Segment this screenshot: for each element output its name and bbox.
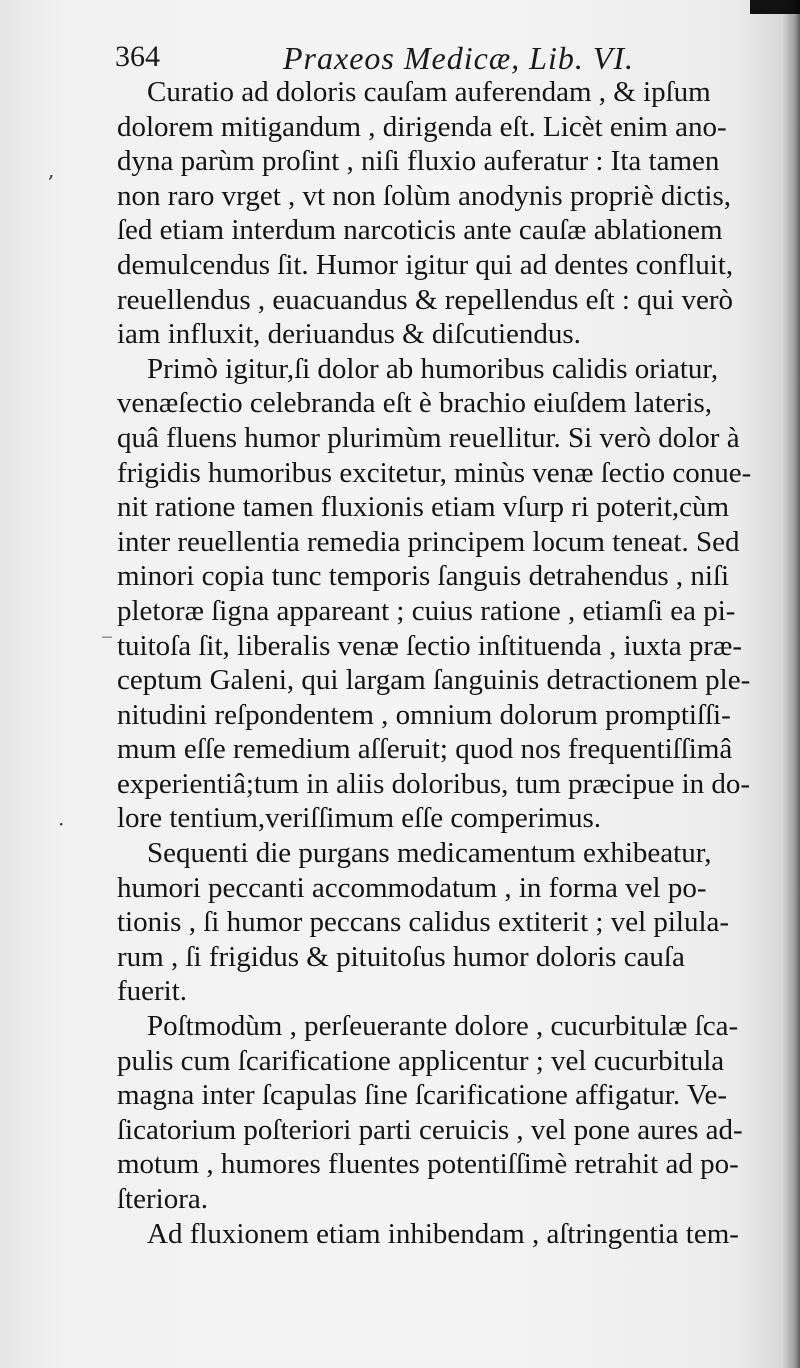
- text-line: Poſtmodùm , perſeuerante dolore , cucurbitulæ ſca-: [147, 1010, 739, 1043]
- text-line: ſteriora.: [117, 1183, 208, 1215]
- text-line: frigidis humoribus excitetur, minùs venæ ſectio conue-: [117, 456, 752, 489]
- text-line: ceptum Galeni, qui largam ſanguinis detractionem ple-: [117, 664, 751, 697]
- page-number: 364: [115, 40, 160, 73]
- text-line: nit ratione tamen fluxionis etiam vſurp ri poterit,cùm: [117, 491, 730, 524]
- text-line: pulis cum ſcarificatione applicentur ; vel cucurbitula: [117, 1044, 725, 1077]
- text-line: pletoræ ſigna appareant ; cuius ratione , etiamſi ea pi-: [117, 594, 736, 627]
- text-line: mum eſſe remedium aſſeruit; quod nos frequentiſſimâ: [117, 733, 733, 766]
- text-line: tionis , ſi humor peccans calidus extiterit ; vel pilula-: [117, 906, 730, 939]
- body-text: [117, 75, 793, 1251]
- text-line: magna inter ſcapulas ſine ſcarificatione affigatur. Ve-: [117, 1079, 728, 1112]
- text-line: dolorem mitigandum , dirigenda eſt. Licèt enim ano-: [117, 110, 727, 143]
- text-line: experientiâ;tum in aliis doloribus, tum præcipue in do-: [117, 767, 751, 800]
- text-line: ſicatorium poſteriori parti ceruicis , vel pone aures ad-: [117, 1113, 743, 1146]
- text-line: motum , humores fluentes potentiſſimè retrahit ad po-: [117, 1148, 739, 1181]
- text-line: fuerit.: [117, 975, 188, 1008]
- text-line: Curatio ad doloris cauſam auferendam , & ipſum: [147, 76, 711, 108]
- margin-mark: ·: [58, 812, 65, 836]
- text-line: humori peccanti accommodatum , in forma vel po-: [117, 871, 707, 904]
- text-line: minori copia tunc temporis ſanguis detrahendus , niſi: [117, 560, 730, 593]
- margin-mark: _: [102, 614, 112, 638]
- page-header: [115, 40, 715, 80]
- text-line: dyna parùm proſint , niſi fluxio auferatur : Ita tamen: [117, 145, 720, 178]
- text-line: quâ fluens humor plurimùm reuellitur. Si verò dolor à: [117, 421, 740, 454]
- text-line: lore tentium,veriſſimum eſſe comperimus.: [117, 802, 602, 835]
- text-line: non raro vrget , vt non ſolùm anodynis propriè dictis,: [117, 179, 732, 212]
- text-line: Ad fluxionem etiam inhibendam , aſtringentia tem-: [147, 1217, 739, 1250]
- text-line: nitudini reſpondentem , omnium dolorum promptiſſi-: [117, 698, 731, 731]
- text-line: Sequenti die purgans medicamentum exhibeatur,: [147, 837, 712, 870]
- text-line: tuitoſa ſit, liberalis venæ ſectio inſtituenda , iuxta præ-: [117, 629, 742, 662]
- text-line: inter reuellentia remedia principem locum teneat. Sed: [117, 525, 740, 558]
- text-line: venæſectio celebranda eſt è brachio eiuſdem lateris,: [117, 387, 713, 420]
- text-line: demulcendus ſit. Humor igitur qui ad dentes confluit,: [117, 248, 734, 281]
- text-line: Primò igitur,ſi dolor ab humoribus calidis oriatur,: [147, 352, 719, 385]
- text-line: ſed etiam interdum narcoticis ante cauſæ ablationem: [117, 214, 723, 247]
- running-title: Praxeos Medicæ, Lib. VI.: [283, 40, 635, 76]
- text-line: rum , ſi frigidus & pituitoſus humor doloris cauſa: [117, 940, 685, 973]
- text-line: iam influxit, deriuandus & diſcutiendus.: [117, 318, 581, 351]
- margin-mark: ,: [48, 158, 55, 182]
- text-line: reuellendus , euacuandus & repellendus eſt : qui verò: [117, 283, 734, 316]
